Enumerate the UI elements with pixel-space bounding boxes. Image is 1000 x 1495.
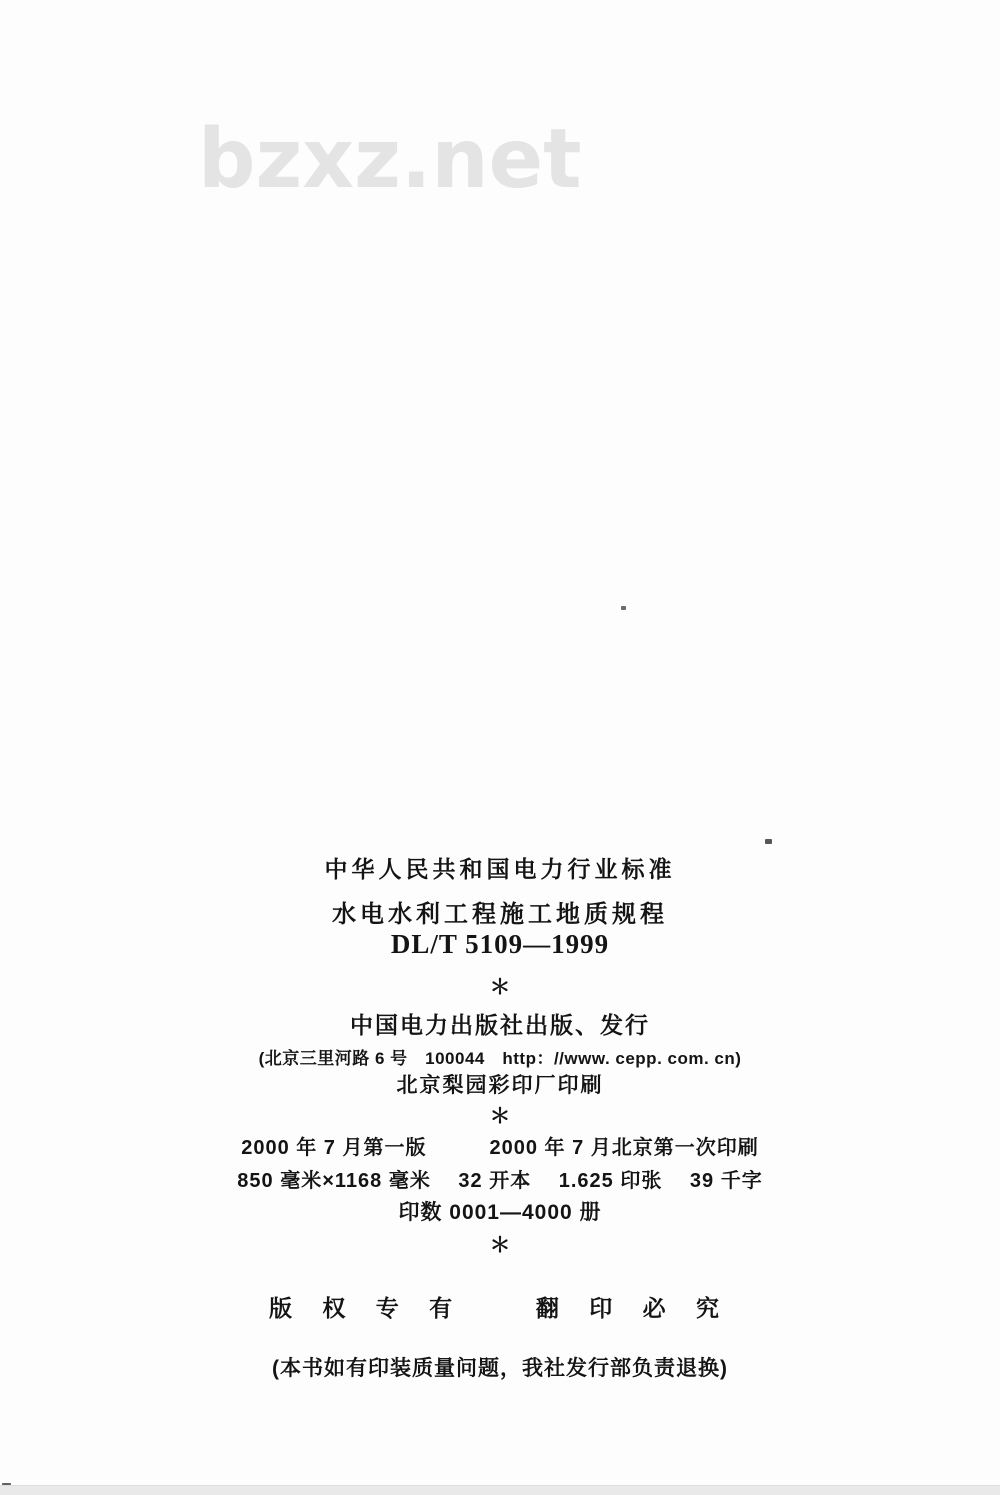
standard-number: DL/T 5109—1999 — [390, 929, 610, 959]
scan-edge-strip — [0, 1485, 1000, 1495]
publisher-address: (北京三里河路 6 号 100044 http：//www. cepp. com. cn) — [258, 1049, 742, 1068]
standard-type-heading: 中华人民共和国电力行业标准 — [324, 856, 676, 882]
format-specs-line: 850 毫米×1168 毫米 32 开本 1.625 印张 39 千字 — [237, 1170, 763, 1192]
publisher-line: 中国电力出版社出版、发行 — [350, 1012, 650, 1038]
edition-and-printing-line: 2000 年 7 月第一版 2000 年 7 月北京第一次印刷 — [241, 1137, 759, 1159]
separator-asterisk: ＊ — [489, 975, 511, 999]
scan-speck — [765, 839, 772, 844]
printer-line: 北京梨园彩印厂印刷 — [396, 1074, 604, 1097]
print-run-line: 印数 0001—4000 册 — [398, 1201, 602, 1224]
quality-return-notice: (本书如有印装质量问题，我社发行部负责退换) — [272, 1357, 728, 1380]
watermark-text: bzxz.net — [198, 112, 582, 207]
separator-asterisk: ＊ — [489, 1233, 511, 1257]
scan-speck — [621, 606, 626, 610]
separator-asterisk: ＊ — [489, 1104, 511, 1128]
standard-title: 水电水利工程施工地质规程 — [332, 901, 668, 928]
copyright-notice: 版 权 专 有 翻 印 必 究 — [268, 1295, 732, 1321]
